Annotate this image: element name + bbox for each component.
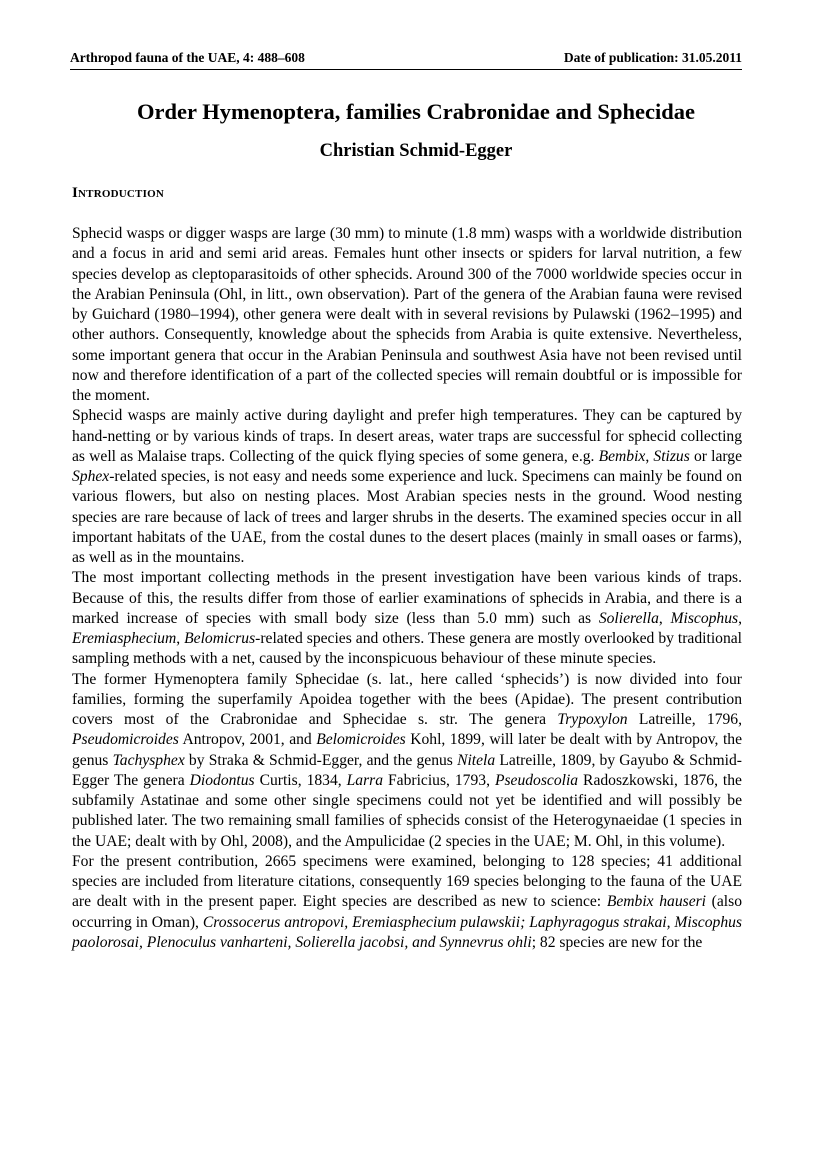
text-run: , xyxy=(176,630,185,647)
paragraph-5 xyxy=(72,852,742,953)
text-run: The most important collecting methods in the present investigation have been various kinds of traps. Because of this, the results differ from those of earlier examinations of sphecids in Arabia, and there is a marked increase of species with small body size (less than 5.0 mm) such as xyxy=(72,569,742,627)
section-heading-introduction: Introduction xyxy=(72,185,164,201)
text-run: Kohl, 1899, will later be dealt with by Antropov, the genus xyxy=(72,731,742,769)
genus-name: Trypoxylon xyxy=(557,711,628,728)
text-run: -related species and others. These genera are mostly overlooked by traditional sampling methods with a net, caused by the inconspicuous behaviour of these minute species. xyxy=(72,630,742,668)
text-run: (also occurring in Oman), xyxy=(72,893,742,931)
genus-name: Bembix xyxy=(598,447,646,465)
body-text xyxy=(72,224,742,953)
genus-name: Stizus xyxy=(653,447,690,465)
genus-name: Sphex xyxy=(72,468,110,485)
genus-name: Pseudomicroides xyxy=(72,731,179,749)
paragraph-1: Sphecid wasps or digger wasps are large (30 mm) to minute (1.8 mm) wasps with a worldwide distribution and a focus in arid and semi arid areas. Females hunt other insects or spiders for larval nutrition, a few species develop as cleptoparasitoids of other sphecids. Around 300 of the 7000 worldwide species occur in the Arabian Peninsula (Ohl, in litt., own observation). Part of the genera of the Arabian fauna were revised by Guichard (1980–1994), other genera were dealt with in several revisions by Pulawski (1962–1995) and other authors. Consequently, knowledge about the sphecids from Arabia is quite extensive. Nevertheless, some important genera that occur in the Arabian Peninsula and southwest Asia have not been revised until now and therefore identification of a part of the collected species will remain doubtful or is impossible for the moment. xyxy=(72,225,742,404)
journal-citation: Arthropod fauna of the UAE, 4: 488–608 xyxy=(70,50,305,65)
text-run: Radoszkowski, 1876, the subfamily Astatinae and some other single specimens could not yet be identified and will possibly be published later. The two remaining small families of sphecids consist of the Heterogynaeidae (1 species in the UAE; dealt with by Ohl, 2008), and the Ampulicidae (2 species in the UAE; M. Ohl, in this volume). xyxy=(72,771,742,850)
genus-name: Miscophus xyxy=(670,609,739,627)
publication-date: Date of publication: 31.05.2011 xyxy=(563,50,742,65)
text-run: Latreille, 1796, xyxy=(627,711,743,728)
species-name: Crossocerus antropovi, Eremiasphecium pulawskii; Laphyragogus strakai, Miscophus paolorosai, Plenoculus vanharteni, Solierella jacobsi, and Synnevrus ohli xyxy=(72,913,742,951)
text-run: For the present contribution, 2665 specimens were examined, belonging to 128 species; 41 additional species are included from literature citations, consequently 169 species belonging to the fauna of the UAE are dealt with in the present paper. Eight species are described as new to science: xyxy=(72,852,742,911)
text-run: -related species, is not easy and needs some experience and luck. Specimens can mainly be found on various flowers, but also on nesting places. Most Arabian species nests in the ground. Wood nesting species are rare because of lack of trees and larger shrubs in the deserts. The examined species occur in all important habitats of the UAE, from the costal dunes to the desert places (mainly in small oases or farms), as well as in the mountains. xyxy=(72,468,742,566)
genus-name: Nitela xyxy=(457,751,496,769)
text-run: ; 82 species are new for the xyxy=(531,933,703,951)
genus-name: Eremiasphecium xyxy=(72,630,177,647)
genus-name: Tachysphex xyxy=(112,751,185,769)
genus-name: Belomicroides xyxy=(316,731,406,749)
species-name: Bembix hauseri xyxy=(606,893,707,911)
article-title: Order Hymenoptera, families Crabronidae and Sphecidae xyxy=(137,99,695,124)
text-run: Latreille, 1809, by Gayubo & Schmid-Egger The genera xyxy=(72,751,743,789)
text-run: , xyxy=(645,447,654,465)
running-header xyxy=(70,50,742,70)
text-run: The former Hymenoptera family Sphecidae (s. lat., here called ‘sphecids’) is now divided into four families, forming the superfamily Apoidea together with the bees (Apidae). The present contribution covers most of the Crabronidae and Sphecidae s. str. The genera xyxy=(72,670,742,728)
genus-name: Larra xyxy=(346,771,384,789)
paragraph-4 xyxy=(72,670,742,852)
text-run: Curtis, 1834, xyxy=(254,771,347,789)
text-run: or large xyxy=(689,447,743,465)
author-name: Christian Schmid-Egger xyxy=(319,141,513,161)
genus-name: Diodontus xyxy=(189,771,255,789)
text-run: Antropov, 2001, and xyxy=(178,731,317,749)
text-run: , xyxy=(658,609,671,627)
paragraph-3 xyxy=(72,568,742,669)
text-run: Sphecid wasps are mainly active during daylight and prefer high temperatures. They can be captured by hand-netting or by various kinds of traps. In desert areas, water traps are successful for sphecid collecting as well as Malaise traps. Collecting of the quick flying species of some genera, e.g. xyxy=(72,407,742,465)
text-run: , xyxy=(738,609,742,627)
genus-name: Belomicrus xyxy=(184,630,256,647)
genus-name: Pseudoscolia xyxy=(494,771,579,789)
paragraph-2 xyxy=(72,406,742,568)
text-run: by Straka & Schmid-Egger, and the genus xyxy=(184,751,458,769)
genus-name: Solierella xyxy=(598,609,659,627)
text-run: Fabricius, 1793, xyxy=(383,771,495,789)
